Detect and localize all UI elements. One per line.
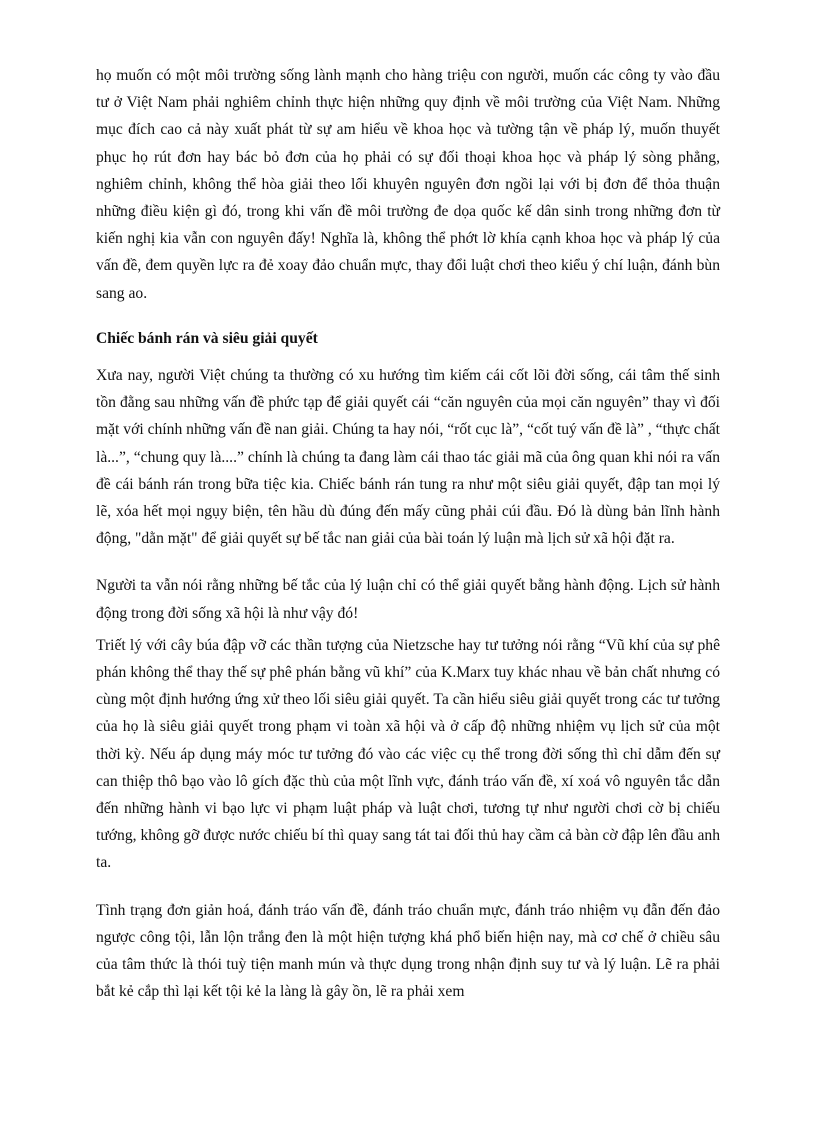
document-page [96,62,720,1006]
section-heading: Chiếc bánh rán và siêu giải quyết [96,329,318,347]
paragraph-be-tac: Người ta vẫn nói rằng những bế tắc của lý luận chỉ có thể giải quyết bằng hành động. Lịch sử hành động trong đời sống xã hội là như vậy đó! [96,577,720,622]
paragraph-nietzsche-marx: Triết lý với cây búa đập vỡ các thần tượng của Nietzsche hay tư tưởng nói rằng “Vũ khí của sự phê phán không thể thay thế sự phê phán bằng vũ khí” của K.Marx tuy khác nhau về bản chất nhưng có cùng một định hướng ứng xử theo lối siêu giải quyết. Ta cần hiểu siêu giải quyết trong các tư tưởng của họ là siêu giải quyết trong phạm vi toàn xã hội và ở cấp độ những nhiệm vụ lịch sử của một thời kỳ. Nếu áp dụng máy móc tư tưởng đó vào các việc cụ thể trong đời sống thì chỉ dẫm đến sự can thiệp thô bạo vào lô gích đặc thù của một lĩnh vực, đánh tráo vấn đề, xí xoá vô nguyên tắc dẫn đến những hành vi bạo lực vi phạm luật pháp và luật chơi, tương tự như người chơi cờ bị chiếu tướng, không gỡ được nước chiếu bí thì quay sang tát tai đối thủ hay cầm cả bàn cờ đập lên đầu anh ta. [96,636,720,872]
paragraph-danh-trao: Tình trạng đơn giản hoá, đánh tráo vấn đề, đánh tráo chuẩn mực, đánh tráo nhiệm vụ đẫn đến đảo ngược công tội, lẫn lộn trắng đen là một hiện tượng khá phổ biến hiện nay, mà cơ chế ở chiều sâu của tâm thức là thói tuỳ tiện manh mún và thực dụng trong nhận định suy tư và lý luận. Lẽ ra phải bắt kẻ cắp thì lại kết tội kẻ la làng là gây ồn, lẽ ra phải xem [96,901,720,1001]
paragraph-environment: họ muốn có một môi trường sống lành mạnh cho hàng triệu con người, muốn các công ty vào đầu tư ở Việt Nam phải nghiêm chỉnh thực hiện những quy định về môi trường của Việt Nam. Những mục đích cao cả này xuất phát từ sự am hiểu về khoa học và tường tận về pháp lý, muốn thuyết phục họ rút đơn hay bác bỏ đơn của họ phải có sự đối thoại khoa học và pháp lý sòng phẳng, nghiêm chỉnh, không thể hòa giải theo lối khuyên nguyên đơn ngồi lại với bị đơn để thỏa thuận những điều kiện gì đó, trong khi vấn đề môi trường đe dọa quốc kế dân sinh trong những đơn từ kiến nghị kia vẫn con nguyên đấy! Nghĩa là, không thể phớt lờ khía cạnh khoa học và pháp lý của vấn đề, đem quyền lực ra đẻ xoay đảo chuẩn mực, thay đổi luật chơi theo kiểu ý chí luận, đánh bùn sang ao. [96,67,720,302]
paragraph-banh-ran: Xưa nay, người Việt chúng ta thường có xu hướng tìm kiếm cái cốt lõi đời sống, cái tâm thế sinh tồn đằng sau những vấn đề phức tạp để giải quyết cái “căn nguyên của mọi căn nguyên” thay vì đối mặt với chính những vấn đề nan giải. Chúng ta hay nói, “rốt cục là”, “cốt tuý vấn đề là” , “thực chất là...”, “chung quy là....” chính là chúng ta đang làm cái thao tác giải mã của ông quan khi nói ra vấn đề cái bánh rán trong bữa tiệc kia. Chiếc bánh rán tung ra như một siêu giải quyết, đập tan mọi lý lẽ, xóa hết mọi ngụy biện, tên hầu dù đúng đến mấy cũng phải cúi đầu. Đó là dùng bản lĩnh hành động, "dằn mặt" để giải quyết sự bế tắc nan giải của bài toán lý luận mà lịch sử xã hội đặt ra. [96,367,720,548]
